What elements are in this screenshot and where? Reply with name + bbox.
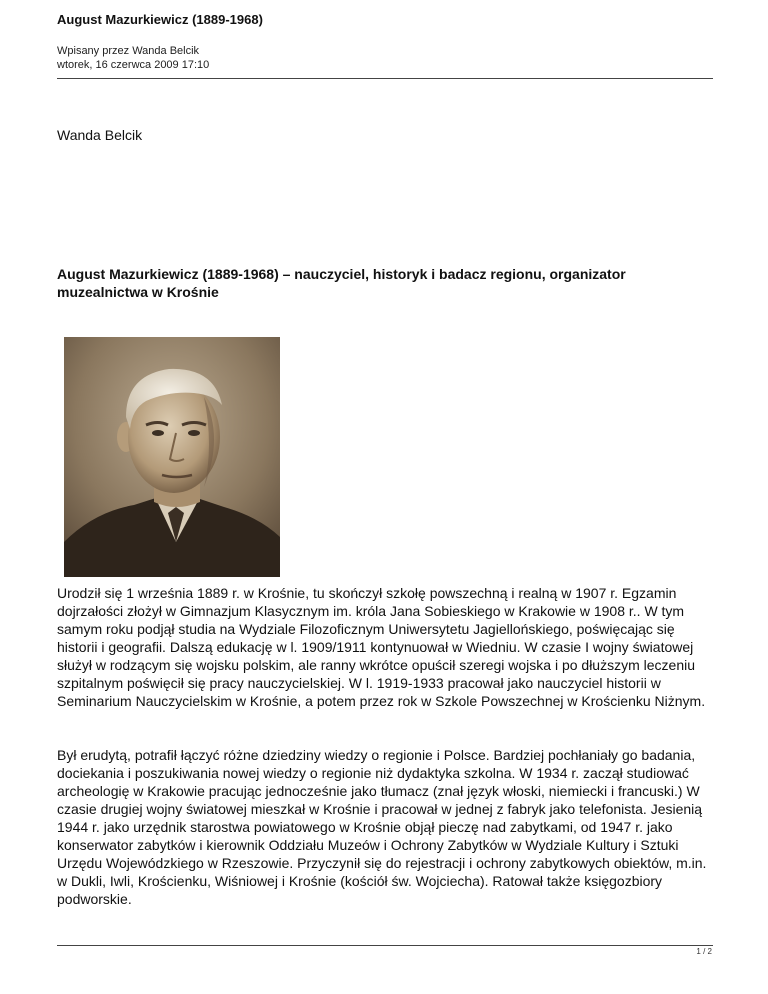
page-number: 1 / 2 [696, 947, 712, 956]
portrait-image [64, 337, 280, 577]
paragraph-1: Urodził się 1 września 1889 r. w Krośnie, tu skończył szkołę powszechną i realną w 1907 r. Egzamin dojrzałości złożył w Gimnazjum Klasycznym im. króla Jana Sobieskiego w Krakowie w 1908 r.. W tym samym roku podjął studia na Wydziale Filozoficznym Uniwersytetu Jagiellońskiego, poświęcając się historii i geografii. Dalszą edukację w l. 1909/1911 kontynuował w Wiedniu. W czasie I wojny światowej służył w rodzącym się wojsku polskim, ale ranny wkrótce opuścił szeregi wojska i po dłuższym leczeniu szpitalnym poświęcił się pracy nauczycielskiej. W l. 1919-1933 pracował jako nauczyciel historii w Seminarium Nauczycielskim w Krośnie, a potem przez rok w Szkole Powszechnej w Krościenku Niżnym. [57, 585, 706, 709]
posted-by: Wpisany przez Wanda Belcik [57, 45, 200, 57]
author-name: Wanda Belcik [57, 127, 143, 143]
header-title: August Mazurkiewicz (1889-1968) [57, 12, 263, 27]
post-date: wtorek, 16 czerwca 2009 17:10 [57, 59, 210, 71]
paragraph-2: Był erudytą, potrafił łączyć różne dziedziny wiedzy o regionie i Polsce. Bardziej pochłaniały go badania, dociekania i poszukiwania nowej wiedzy o regionie niż dydaktyka szkolna. W 1934 r. zaczął studiować archeologię w Krakowie pracując jednocześnie jako tłumacz (znał język włoski, niemiecki i francuski.) W czasie drugiej wojny światowej mieszkał w Krośnie i pracował w jednej z fabryk jako telefonista. Jesienią 1944 r. jako urzędnik starostwa powiatowego w Krośnie objął pieczę nad zabytkami, od 1947 r. jako konserwator zabytków i kierownik Oddziału Muzeów i Ochrony Zabytków w Wydziale Kultury i Sztuki Urzędu Wojewódzkiego w Rzeszowie. Przyczynił się do rejestracji i ochrony zabytkowych obiektów, m.in. w Dukli, Iwli, Krościenku, Wiśniowej i Krośnie (kościół św. Wojciecha). Ratował także księgozbiory podworskie. [57, 747, 707, 907]
header-divider [57, 78, 713, 79]
portrait-photo [64, 337, 280, 577]
article-title: August Mazurkiewicz (1889-1968) – nauczyciel, historyk i badacz regionu, organizator muzealnictwa w Krośnie [57, 266, 626, 300]
footer-divider [57, 945, 713, 946]
header-meta [57, 44, 209, 72]
